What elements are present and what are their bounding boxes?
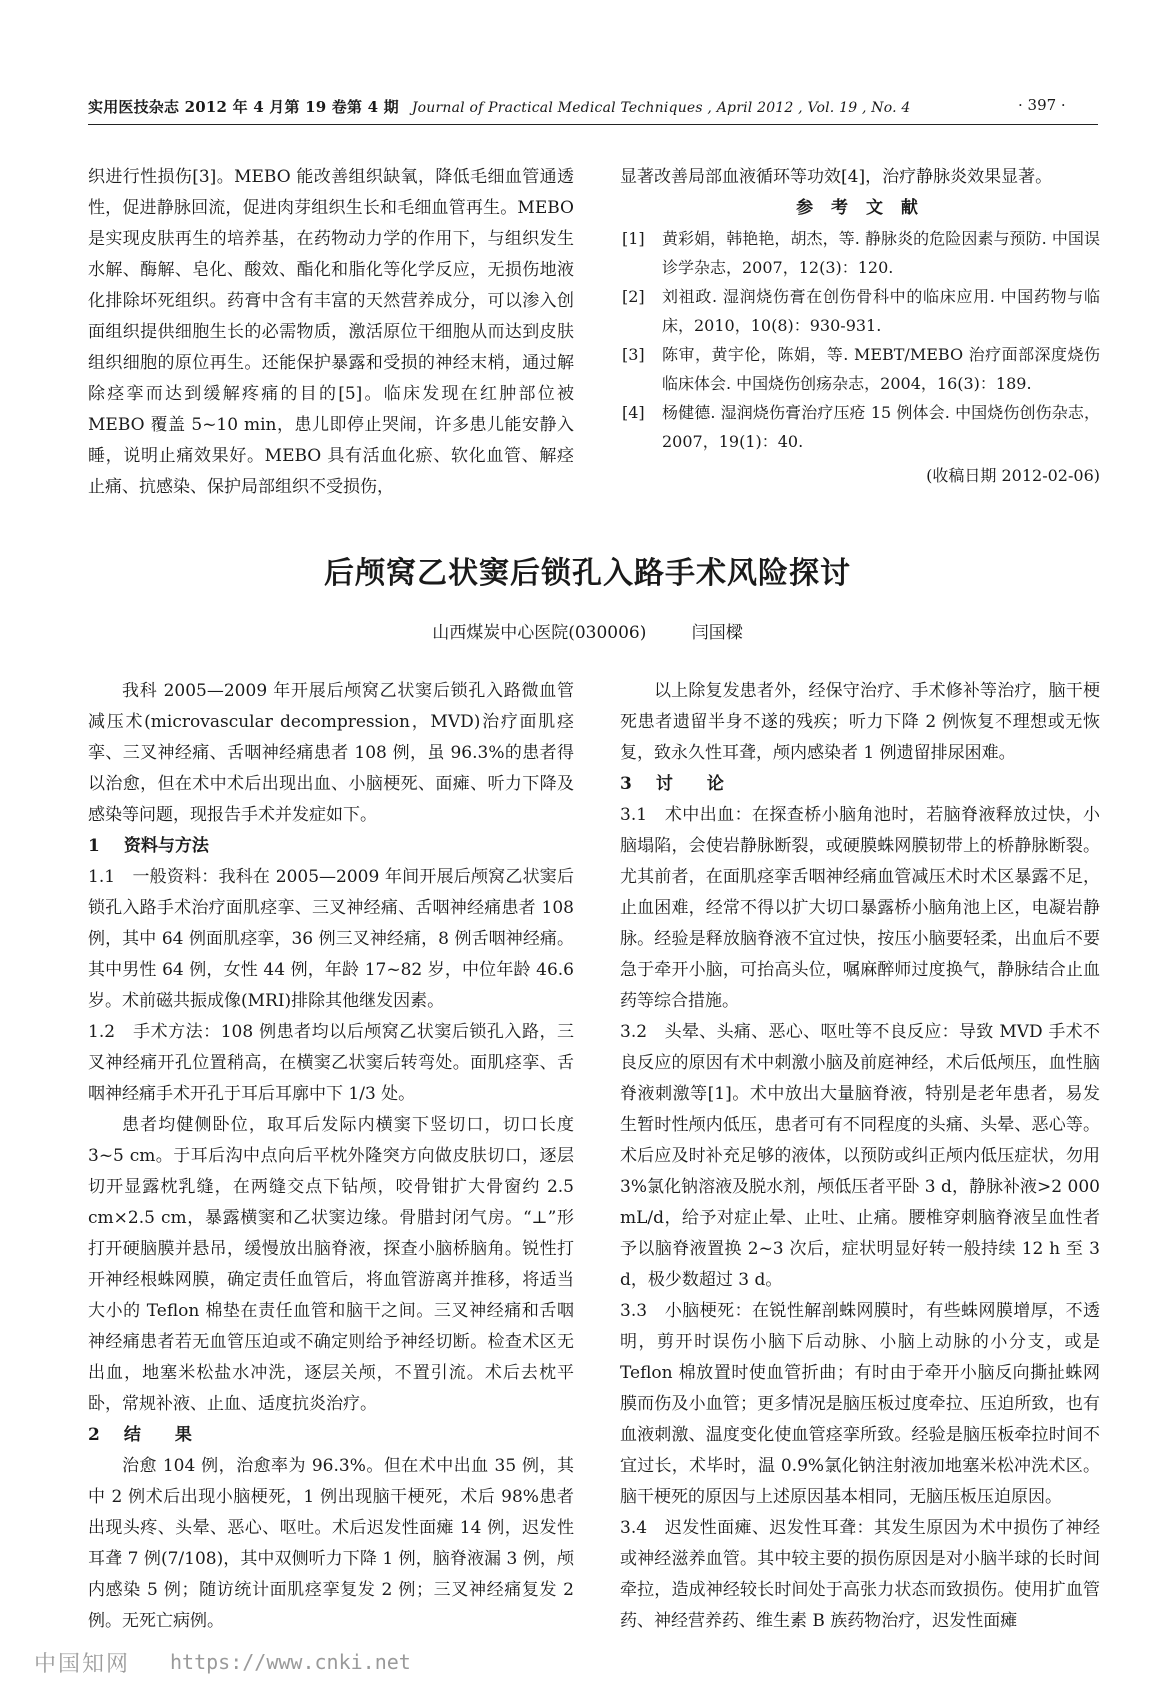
reference-item	[620, 398, 1100, 456]
reference-item	[620, 340, 1100, 398]
reference-text: 杨健德. 湿润烧伤膏治疗压疮 15 例体会. 中国烧伤创伤杂志，2007，19(1)：40.	[662, 403, 1100, 451]
article-right-column	[620, 676, 1100, 1637]
journal-name-cn: 实用医技杂志 2012 年 4 月第 19 卷第 4 期	[88, 98, 399, 116]
article-left-column	[88, 676, 574, 1637]
references-heading: 参 考 文 献	[796, 198, 924, 218]
cnki-url: https://www.cnki.net	[170, 1650, 411, 1674]
reference-item	[620, 224, 1100, 282]
received-date: (收稿日期 2012-02-06)	[926, 466, 1100, 485]
article-title: 后颅窝乙状窦后锁孔入路手术风险探讨	[324, 556, 851, 591]
journal-header	[88, 96, 911, 117]
page-number: · 397 ·	[1018, 96, 1066, 114]
reference-item	[620, 282, 1100, 340]
author-name: 闫国樑	[691, 623, 743, 643]
journal-name-en: Journal of Practical Medical Techniques , April 2012 , Vol. 19 , No. 4	[411, 100, 911, 116]
reference-text: 刘祖政. 湿润烧伤膏在创伤骨科中的临床应用. 中国药物与临床，2010，10(8)：930-931.	[662, 287, 1100, 335]
section-number: 3	[620, 774, 632, 794]
subsection-paragraph: 3.1 术中出血：在探查桥小脑角池时，若脑脊液释放过快，小脑塌陷，会使岩静脉断裂，或硬膜蛛网膜韧带上的桥静脉断裂。尤其前者，在面肌痉挛舌咽神经痛血管减压术时术区暴露不足，止血困难，经常不得以扩大切口暴露桥小脑角池上区，电凝岩静脉。经验是释放脑脊液不宜过快，按压小脑要轻柔，出血后不要急于牵开小脑，可抬高头位，嘱麻醉师过度换气，静脉结合止血药等综合措施。	[620, 805, 1100, 1011]
reference-number: [2]	[622, 287, 645, 306]
section-title: 讨 论	[655, 774, 724, 794]
subsection-paragraph: 3.2 头晕、头痛、恶心、呕吐等不良反应：导致 MVD 手术不良反应的原因有术中刺激小脑及前庭神经，术后低颅压，血性脑脊液刺激等[1]。术中放出大量脑脊液，特别是老年患者，易发生暂时性颅内低压，患者可有不同程度的头痛、头晕、恶心等。术后应及时补充足够的液体，以预防或纠正颅内低压症状，勿用 3%氯化钠溶液及脱水剂，颅低压者平卧 3 d，静脉补液>2 000 mL/d，给予对症止晕、止吐、止痛。腰椎穿刺脑脊液呈血性者予以脑脊液置换 2~3 次后，症状明显好转一般持续 12 h 至 3 d，极少数超过 3 d。	[620, 1022, 1100, 1290]
affiliation: 山西煤炭中心医院(030006)	[432, 623, 647, 643]
section-title: 资料与方法	[123, 836, 209, 856]
body-paragraph: 我科 2005—2009 年开展后颅窝乙状窦后锁孔入路微血管减压术(microvascular decompression，MVD)治疗面肌痉挛、三叉神经痛、舌咽神经痛患者 108 例，虽 96.3%的患者得以治愈，但在术中术后出现出血、小脑梗死、面瘫、听力下降及感染等问题，现报告手术并发症如下。	[88, 681, 574, 825]
body-paragraph: 患者均健侧卧位，取耳后发际内横窦下竖切口，切口长度 3~5 cm。于耳后沟中点向后平枕外隆突方向做皮肤切口，逐层切开显露枕乳缝，在两缝交点下钻颅，咬骨钳扩大骨窗约 2.5 cm×2.5 cm，暴露横窦和乙状窦边缘。骨腊封闭气房。“⊥”形打开硬脑膜并悬吊，缓慢放出脑脊液，探查小脑桥脑角。锐性打开神经根蛛网膜，确定责任血管后，将血管游离并推移，将适当大小的 Teflon 棉垫在责任血管和脑干之间。三叉神经痛和舌咽神经痛患者若无血管压迫或不确定则给予神经切断。检查术区无出血，地塞米松盐水冲洗，逐层关颅，不置引流。术后去枕平卧，常规补液、止血、适度抗炎治疗。	[88, 1115, 574, 1414]
subsection-paragraph: 1.2 手术方法：108 例患者均以后颅窝乙状窦后锁孔入路，三叉神经痛开孔位置稍高，在横窦乙状窦后转弯处。面肌痉挛、舌咽神经痛手术开孔于耳后耳廓中下 1/3 处。	[88, 1022, 574, 1104]
reference-number: [4]	[622, 403, 645, 422]
reference-list	[620, 224, 1100, 456]
subsection-paragraph: 3.3 小脑梗死：在锐性解剖蛛网膜时，有些蛛网膜增厚，不透明，剪开时误伤小脑下后动脉、小脑上动脉的小分支，或是 Teflon 棉放置时使血管折曲；有时由于牵开小脑反向撕扯蛛网膜而伤及小血管；更多情况是脑压板过度牵拉、压迫所致，也有血液刺激、温度变化使血管痉挛所致。经验是脑压板牵拉时间不宜过长，术毕时，温 0.9%氯化钠注射液加地塞米松冲洗术区。脑干梗死的原因与上述原因基本相同，无脑压板压迫原因。	[620, 1301, 1100, 1507]
prev-article-left-column	[88, 162, 574, 503]
cnki-logo: 中国知网	[34, 1652, 131, 1677]
header-divider	[88, 124, 1098, 125]
prev-article-right-column	[620, 162, 1100, 491]
reference-number: [3]	[622, 345, 645, 364]
section-heading	[88, 1420, 574, 1451]
prev-article-paragraph: 织进行性损伤[3]。MEBO 能改善组织缺氧，降低毛细血管通透性，促进静脉回流，促进肉芽组织生长和毛细血管再生。MEBO 是实现皮肤再生的培养基，在药物动力学的作用下，与组织发生水解、酶解、皂化、酸效、酯化和脂化等化学反应，无损伤地液化排除坏死组织。药膏中含有丰富的天然营养成分，可以渗入创面组织提供细胞生长的必需物质，激活原位干细胞从而达到皮肤组织细胞的原位再生。还能保护暴露和受损的神经末梢，通过解除痉挛而达到缓解疼痛的目的[5]。临床发现在红肿部位被 MEBO 覆盖 5~10 min，患儿即停止哭闹，许多患儿能安静入睡，说明止痛效果好。MEBO 具有活血化瘀、软化血管、解痉止痛、抗感染、保护局部组织不受损伤，	[88, 167, 574, 497]
article-byline	[0, 618, 1175, 643]
section-heading	[620, 769, 1100, 800]
subsection-paragraph: 1.1 一般资料：我科在 2005—2009 年间开展后颅窝乙状窦后锁孔入路手术治疗面肌痉挛、三叉神经痛、舌咽神经痛患者 108 例，其中 64 例面肌痉挛，36 例三叉神经痛，8 例舌咽神经痛。其中男性 64 例，女性 44 例，年龄 17~82 岁，中位年龄 46.6 岁。术前磁共振成像(MRI)排除其他继发因素。	[88, 867, 574, 1011]
reference-text: 陈审，黄宇伦，陈娟，等. MEBT/MEBO 治疗面部深度烧伤临床体会. 中国烧伤创疡杂志，2004，16(3)：189.	[662, 345, 1100, 393]
reference-text: 黄彩娟，韩艳艳，胡杰，等. 静脉炎的危险因素与预防. 中国误诊学杂志，2007，12(3)：120.	[662, 229, 1100, 277]
reference-number: [1]	[622, 229, 645, 248]
section-title: 结 果	[123, 1425, 192, 1445]
body-paragraph: 以上除复发患者外，经保守治疗、手术修补等治疗，脑干梗死患者遗留半身不遂的残疾；听力下降 2 例恢复不理想或无恢复，致永久性耳聋，颅内感染者 1 例遗留排尿困难。	[620, 681, 1100, 763]
section-number: 2	[88, 1425, 100, 1445]
section-heading	[88, 831, 574, 862]
subsection-paragraph: 3.4 迟发性面瘫、迟发性耳聋：其发生原因为术中损伤了神经或神经滋养血管。其中较主要的损伤原因是对小脑半球的长时间牵拉，造成神经较长时间处于高张力状态而致损伤。使用扩血管药、神经营养药、维生素 B 族药物治疗，迟发性面瘫	[620, 1518, 1100, 1631]
prev-article-paragraph-end: 显著改善局部血液循环等功效[4]，治疗静脉炎效果显著。	[620, 167, 1053, 187]
section-number: 1	[88, 836, 100, 856]
body-paragraph: 治愈 104 例，治愈率为 96.3%。但在术中出血 35 例，其中 2 例术后出现小脑梗死，1 例出现脑干梗死，术后 98%患者出现头疼、头晕、恶心、呕吐。术后迟发性面瘫 14 例，迟发性耳聋 7 例(7/108)，其中双侧听力下降 1 例，脑脊液漏 3 例，颅内感染 5 例；随访统计面肌痉挛复发 2 例；三叉神经痛复发 2 例。无死亡病例。	[88, 1456, 574, 1631]
